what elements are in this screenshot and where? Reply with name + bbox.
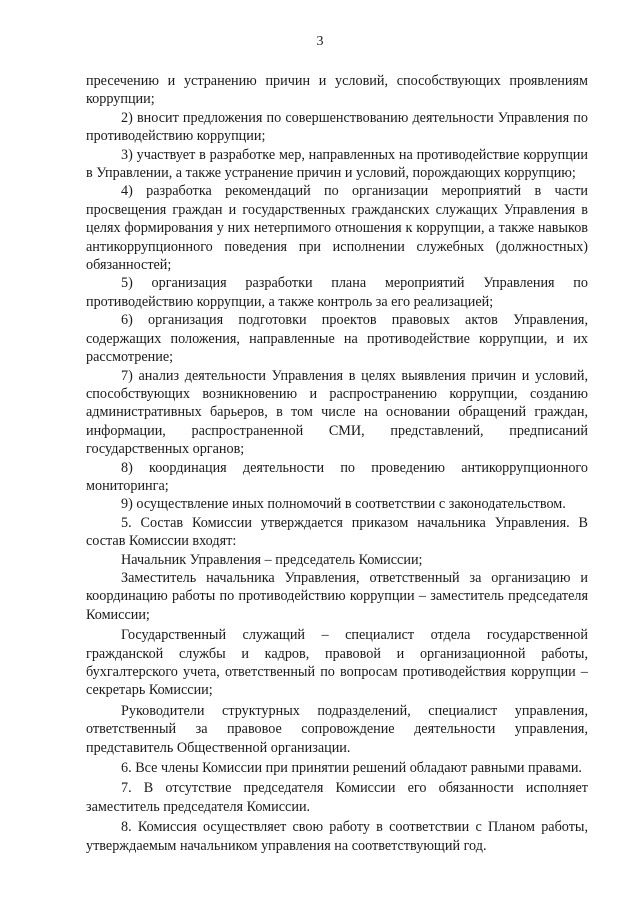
paragraph-section-7: 7. В отсутствие председателя Комиссии его обязанности исполняет заместитель председателя Комиссии. bbox=[86, 780, 588, 815]
paragraph-section-8: 8. Комиссия осуществляет свою работу в соответствии с Планом работы, утверждаемым начальником управления на соответствующий год. bbox=[86, 819, 588, 854]
paragraph-chairman: Начальник Управления – председатель Комиссии; bbox=[121, 551, 423, 568]
paragraph-item-7: 7) анализ деятельности Управления в целях выявления причин и условий, способствующих возникновению и распространению коррупции, созданию административных барьеров, в том числе на основании обращений граждан, информации, распространенной СМИ, представлений, предписаний государственных органов; bbox=[86, 367, 588, 458]
paragraph-item-4: 4) разработка рекомендаций по организации мероприятий в части просвещения граждан и государственных гражданских служащих Управления в целях формирования у них нетерпимого отношения к коррупции, а также навыков антикоррупционного поведения при исполнении служебных (должностных) обязанностей; bbox=[86, 183, 588, 274]
paragraph-item-9: 9) осуществление иных полномочий в соответствии с законодательством. bbox=[121, 496, 566, 513]
paragraph-secretary: Государственный служащий – специалист отдела государственной гражданской службы и кадров, правовой и организационной работы, бухгалтерского учета, ответственный по вопросам противодействия коррупции – секретарь Комиссии; bbox=[86, 627, 588, 699]
document-body bbox=[86, 72, 588, 855]
paragraph-continuation: пресечению и устранению причин и условий, способствующих проявлениям коррупции; bbox=[86, 73, 588, 108]
paragraph-item-3: 3) участвует в разработке мер, направленных на противодействие коррупции в Управлении, а также устранение причин и условий, порождающих коррупцию; bbox=[86, 146, 588, 182]
paragraph-item-8: 8) координация деятельности по проведению антикоррупционного мониторинга; bbox=[86, 459, 588, 494]
paragraph-deputy: Заместитель начальника Управления, ответственный за организацию и координацию работы по противодействию коррупции – заместитель председателя Комиссии; bbox=[86, 569, 588, 623]
paragraph-section-6: 6. Все члены Комиссии при принятии решений обладают равными правами. bbox=[121, 760, 582, 777]
paragraph-section-5: 5. Состав Комиссии утверждается приказом начальника Управления. В состав Комиссии входят: bbox=[86, 514, 588, 550]
page-number: 3 bbox=[316, 34, 324, 49]
paragraph-item-6: 6) организация подготовки проектов правовых актов Управления, содержащих положения, направленные на противодействие коррупции, и их рассмотрение; bbox=[86, 312, 588, 366]
paragraph-heads: Руководители структурных подразделений, специалист управления, ответственный за правовое сопровождение деятельности управления, представитель Общественной организации. bbox=[86, 702, 588, 756]
paragraph-item-2: 2) вносит предложения по совершенствованию деятельности Управления по противодействию коррупции; bbox=[86, 109, 588, 145]
paragraph-item-5: 5) организация разработки плана мероприятий Управления по противодействию коррупции, а также контроль за его реализацией; bbox=[86, 275, 588, 310]
